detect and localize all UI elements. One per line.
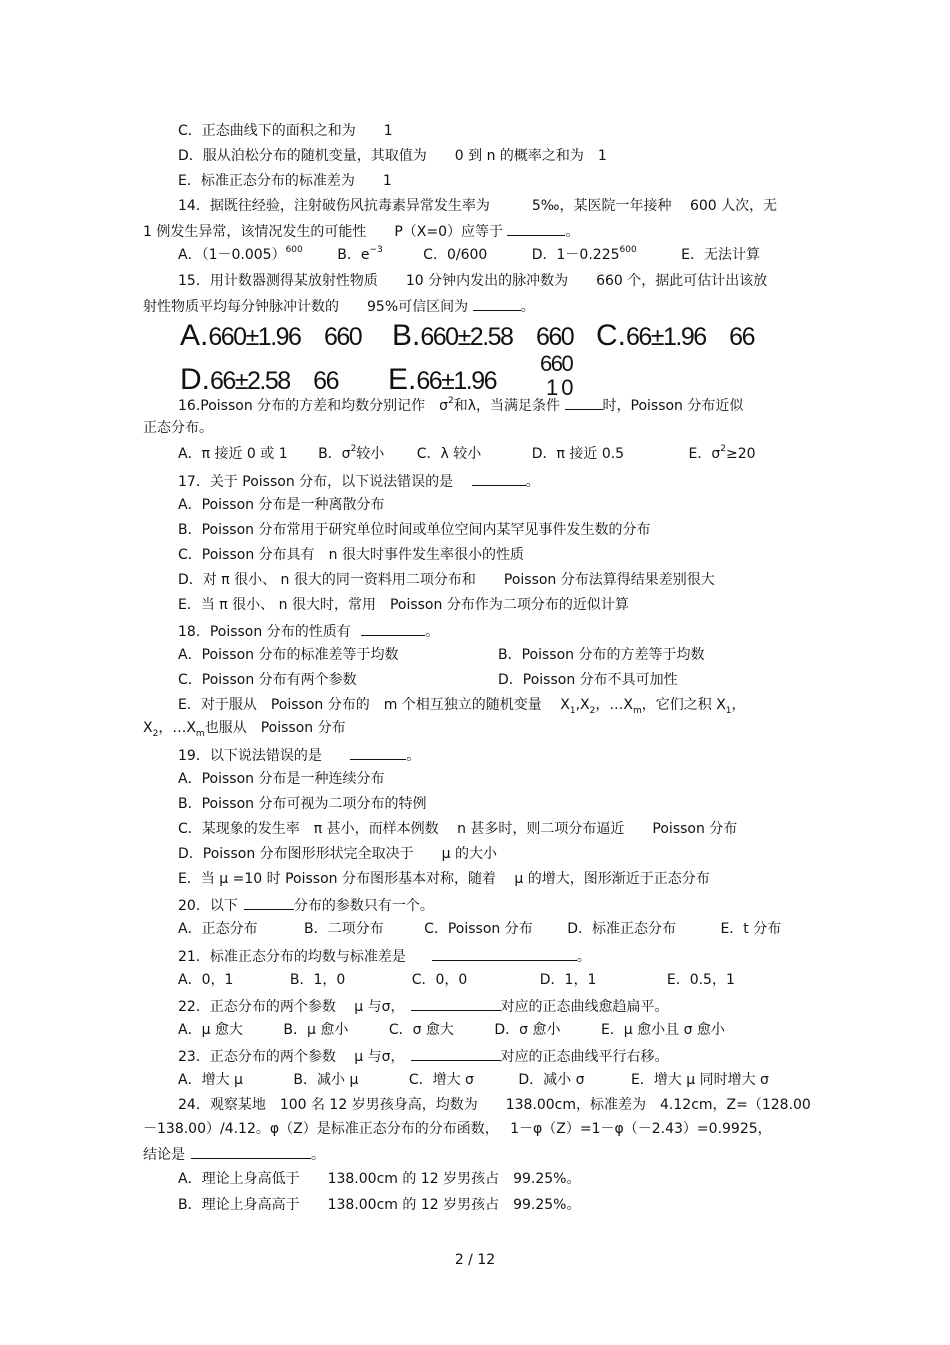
q15-option-b: B.660±2.58 660: [392, 319, 574, 352]
question-21: 21．标准正态分布的均数与标准差是 。: [178, 946, 591, 966]
question-17: 17．关于 Poisson 分布，以下说法错误的是 。: [178, 471, 540, 491]
answer-blank: [411, 996, 501, 1011]
option-text: B．Poisson 分布常用于研究单位时间或单位空间内某罕见事件发生数的分布: [178, 522, 651, 538]
question-18: 18．Poisson 分布的性质有 。: [178, 621, 439, 641]
options-row: A．μ 愈大 B．μ 愈小 C．σ 愈大 D．σ 愈小 E．μ 愈小且 σ 愈小: [178, 1022, 725, 1038]
q15-e-fraction-top: 660: [540, 351, 573, 376]
options-row: A．$(1-0.005)^{600}$ B．$e^{-3}$ C．0/600 D．$1-0.225^{600}$ E．无法计算: [178, 245, 761, 263]
option-text: B．Poisson 分布的方差等于均数: [498, 647, 705, 663]
question-text: 射性物质平均每分钟脉冲计数的 95%可信区间为 。: [143, 296, 535, 316]
q15-option-c: C.66±1.96 66: [596, 319, 754, 352]
answer-blank: [361, 621, 425, 636]
option-text: A．Poisson 分布的标准差等于均数: [178, 647, 399, 663]
question-15: 15．用计数器测得某放射性物质 10 分钟内发出的脉冲数为 660 个，据此可估计出该放: [178, 273, 768, 289]
question-14: 14．据既往经验，注射破伤风抗毒素异常发生率为 5‰，某医院一年接种 600 人次，无: [178, 198, 778, 214]
answer-blank: [350, 745, 406, 760]
question-16: 16.Poisson 分布的方差和均数分别记作 $\sigma^2$和λ，当满足条件 时，Poisson 分布近似: [178, 396, 744, 414]
options-row: A．增大 μ B．减小 μ C．增大 σ D．减小 σ E．增大 μ 同时增大 σ: [178, 1072, 769, 1088]
q15-e-fraction-bottom: 10: [546, 375, 577, 400]
answer-blank: [473, 296, 521, 311]
options-row: A．π 接近 0 或 1 B．$\sigma^2$较小 C．λ 较小 D．π 接近 0.5 E．$\sigma^2\ge 20$: [178, 444, 756, 462]
option-text: C．正态曲线下的面积之和为 1: [178, 123, 393, 139]
question-22: 22．正态分布的两个参数 μ 与σ， 对应的正态曲线愈趋扁平。: [178, 996, 669, 1016]
answer-blank: [507, 221, 565, 236]
answer-blank: [411, 1046, 501, 1061]
page-number: 2 / 12: [454, 1252, 496, 1268]
option-text: D．服从泊松分布的随机变量，其取值为 0 到 n 的概率之和为 1: [178, 148, 607, 164]
option-text: B．Poisson 分布可视为二项分布的特例: [178, 796, 427, 812]
option-text: C．Poisson 分布有两个参数: [178, 672, 357, 688]
question-text: 1 例发生异常，该情况发生的可能性 P（X=0）应等于 。: [143, 221, 579, 241]
question-24: 24．观察某地 100 名 12 岁男孩身高，均数为 138.00cm，标准差为 4.12cm，Z=（128.00: [178, 1097, 811, 1113]
question-text: 正态分布。: [143, 420, 213, 436]
option-text: C．某现象的发生率 π 甚小，而样本例数 n 甚多时，则二项分布逼近 Poisson 分布: [178, 821, 738, 837]
question-20: 20．以下 分布的参数只有一个。: [178, 895, 434, 915]
option-text: E．当 π 很小、 n 很大时，常用 Poisson 分布作为二项分布的近似计算: [178, 597, 629, 613]
option-text: A．Poisson 分布是一种连续分布: [178, 771, 385, 787]
option-text: $X_2$，$\dots X_m$也服从 Poisson 分布: [143, 720, 346, 739]
options-row: A．正态分布 B．二项分布 C．Poisson 分布 D．标准正态分布 E．t 分布: [178, 921, 782, 937]
q15-option-e: E.66±1.96: [388, 363, 497, 396]
answer-blank: [472, 471, 526, 486]
q15-option-d: D.66±2.58 66: [180, 363, 338, 396]
answer-blank: [191, 1144, 311, 1159]
option-text: E．当 μ =10 时 Poisson 分布图形基本对称，随着 μ 的增大，图形渐近于正态分布: [178, 871, 710, 887]
q15-option-a: A.660±1.96 660: [180, 319, 362, 352]
option-text: A．理论上身高低于 138.00cm 的 12 岁男孩占 99.25%。: [178, 1171, 581, 1187]
answer-blank: [432, 946, 577, 961]
option-text: B．理论上身高高于 138.00cm 的 12 岁男孩占 99.25%。: [178, 1197, 581, 1213]
question-19: 19．以下说法错误的是 。: [178, 745, 420, 765]
option-text: D．对 π 很小、 n 很大的同一资料用二项分布和 Poisson 分布法算得结果差别很大: [178, 572, 715, 588]
question-text: 结论是 。: [143, 1144, 325, 1164]
answer-blank: [565, 395, 603, 410]
option-text: A．Poisson 分布是一种离散分布: [178, 497, 385, 513]
answer-blank: [244, 895, 294, 910]
question-23: 23．正态分布的两个参数 μ 与σ， 对应的正态曲线平行右移。: [178, 1046, 669, 1066]
option-text: D．Poisson 分布图形形状完全取决于 μ 的大小: [178, 846, 498, 862]
option-text: D．Poisson 分布不具可加性: [498, 672, 678, 688]
options-row: A．0，1 B．1，0 C．0，0 D．1，1 E．0.5，1: [178, 972, 735, 988]
option-text: C．Poisson 分布具有 n 很大时事件发生率很小的性质: [178, 547, 524, 563]
option-text: E．标准正态分布的标准差为 1: [178, 173, 392, 189]
option-text: E．对于服从 Poisson 分布的 m 个相互独立的随机变量 $X_1,X_2$，$\dots X_m$，它们之积 $X_1$，: [178, 697, 746, 716]
question-text: －138.00）/4.12。φ（Z）是标准正态分布的分布函数， 1－φ（Z）=1－φ（－2.43）=0.9925，: [143, 1121, 772, 1137]
